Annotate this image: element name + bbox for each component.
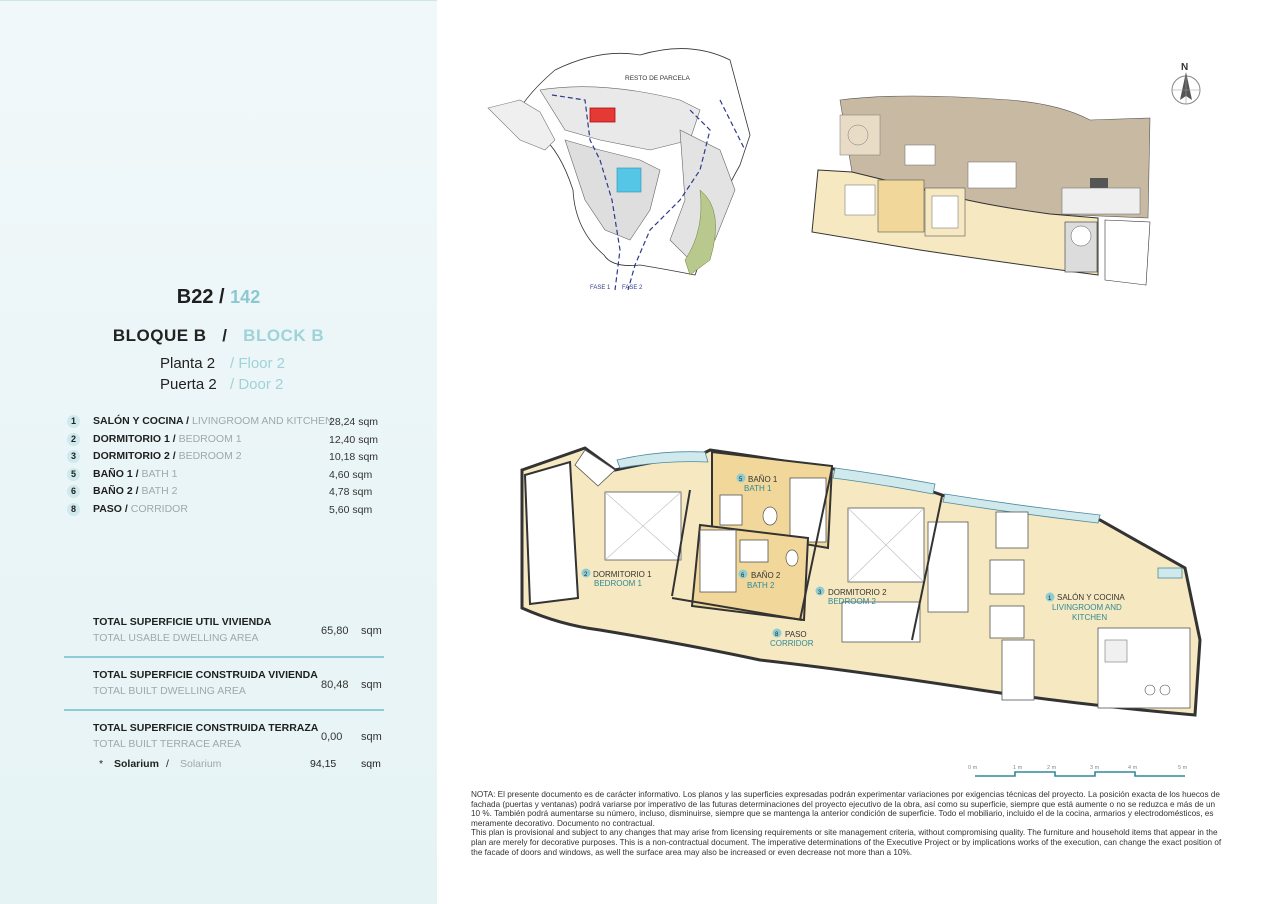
plan-label-corridor: PASO <box>785 630 807 639</box>
main-floor-plan <box>522 448 1200 715</box>
solarium-star: * <box>99 758 104 770</box>
plan-label-corridor-en: CORRIDOR <box>770 639 814 648</box>
total-unit: sqm <box>361 625 382 637</box>
door-es: Puerta 2 <box>160 376 217 393</box>
room-name-en: BEDROOM 2 <box>178 450 242 462</box>
room-number-badge: 5 <box>67 468 80 481</box>
info-panel <box>0 0 437 904</box>
list-item <box>64 467 384 485</box>
plan-label-living-en: LIVINGROOM AND <box>1052 603 1122 612</box>
door-en: / Door 2 <box>230 376 284 393</box>
room-name-en: LIVINGROOM AND KITCHEN <box>192 415 333 427</box>
scale-tick-label: 0 m <box>968 765 978 771</box>
room-badge-number: 6 <box>741 573 745 579</box>
room-name <box>93 415 333 427</box>
total-label-es: TOTAL SUPERFICIE UTIL VIVIENDA <box>93 616 272 628</box>
room-name-en: BEDROOM 1 <box>178 432 242 445</box>
room-badge-number: 3 <box>818 590 822 596</box>
room-area: 10,18 sqm <box>329 451 379 463</box>
room-name-es: DORMITORIO 2 / <box>93 450 176 462</box>
room-number-badge: 1 <box>67 415 80 428</box>
room-badge-number: 2 <box>584 572 588 578</box>
scale-tick-label: 2 m <box>1047 765 1057 771</box>
floor-en: / Floor 2 <box>230 355 286 372</box>
plan-label-living-en2: KITCHEN <box>1072 613 1108 622</box>
scale-tick-label: 3 m <box>1090 765 1100 771</box>
unit-highlight-marker <box>590 108 615 122</box>
unit-number: 142 <box>230 287 261 307</box>
room-number-badge: 8 <box>67 503 80 516</box>
room-area: 5,60 sqm <box>329 503 373 516</box>
room-name <box>93 485 177 497</box>
room-name-es: DORMITORIO 1 / <box>93 432 176 445</box>
phase1-label: FASE 1 <box>590 285 611 291</box>
room-number-badge: 3 <box>67 450 80 463</box>
divider <box>64 709 384 711</box>
solarium-value: 94,15 <box>310 758 337 770</box>
scale-tick-label: 5 m <box>1178 765 1188 771</box>
room-name <box>93 503 188 515</box>
list-item <box>64 484 384 502</box>
solarium-label-en: Solarium <box>180 758 222 770</box>
total-unit: sqm <box>361 731 382 743</box>
solarium-sep: / <box>166 758 169 770</box>
plan-label-bed1-en: BEDROOM 1 <box>594 579 643 588</box>
disclaimer-note <box>471 790 1226 857</box>
phase2-label: FASE 2 <box>622 285 643 291</box>
plan-label-bath1: BAÑO 1 <box>748 475 778 484</box>
room-area: 12,40 sqm <box>329 433 379 446</box>
room-area: 28,24 sqm <box>329 416 379 428</box>
total-label-es: TOTAL SUPERFICIE CONSTRUIDA VIVIENDA <box>93 669 318 681</box>
plan-label-bath2: BAÑO 2 <box>751 571 781 580</box>
room-area: 4,60 sqm <box>329 468 373 481</box>
rooms-list <box>64 414 384 519</box>
room-name <box>93 468 177 480</box>
scale-tick-label: 1 m <box>1013 765 1023 771</box>
room-number-badge: 2 <box>67 433 80 446</box>
solarium-unit: sqm <box>361 758 381 770</box>
room-name-es: BAÑO 2 / <box>93 485 139 497</box>
note-en: This plan is provisional and subject to any changes that may arise from licensing requirements or site management criteria, without compromising quality. The furniture and household items that appear in the plan are merely for decorative purposes. This is a non-contractual document. The imperative determinations of the Executive Project or by implications works of the execution, can change the exact position of the facade of doors and windows, as well the surface area may also be increased or even decrease not more than a 10%. <box>471 828 1222 857</box>
unit-title <box>0 286 437 309</box>
total-label-en: TOTAL BUILT DWELLING AREA <box>93 685 246 697</box>
total-value: 0,00 <box>321 731 343 743</box>
solarium-label-es: Solarium <box>114 758 159 770</box>
room-name-en: BATH 2 <box>141 485 178 497</box>
room-name-es: PASO / <box>93 502 128 515</box>
room-badge-number: 1 <box>1048 596 1052 602</box>
total-unit: sqm <box>361 679 382 691</box>
note-es: NOTA: El presente documento es de carácter informativo. Los planos y las superficies expresadas podrán experimentar variaciones por exigencias técnicas del proyecto. La posición exacta de los huecos de fachada (puertas y ventanas) podrá variarse por imperativo de las futuras determinaciones del proyecto ejecutivo de la obra, así como su superficie, siempre que está aumente o no se reduzca e más de un 10 %. También podrá aumentarse su número, incluso, disminuirse, siempre que se mantenga la anterior condición de superficie. Todo el mobiliario, incluido el de la cocina, armarios y electrodomésticos, es meramente decorativo. Documento no contractual. <box>471 790 1220 828</box>
pool-icon <box>617 168 641 192</box>
block-es: BLOQUE B <box>112 326 207 345</box>
room-name-en: CORRIDOR <box>130 502 188 515</box>
block-sep: / <box>222 326 228 345</box>
block-en: BLOCK B <box>243 326 325 345</box>
scale-bar <box>968 765 1188 776</box>
divider <box>64 656 384 658</box>
north-label: N <box>1181 62 1189 73</box>
room-name <box>93 433 242 445</box>
plan-label-bed1: DORMITORIO 1 <box>593 570 652 579</box>
list-item <box>64 432 384 450</box>
room-badge-number: 5 <box>739 477 743 483</box>
total-label-es: TOTAL SUPERFICIE CONSTRUIDA TERRAZA <box>93 722 319 734</box>
room-area: 4,78 sqm <box>329 486 373 498</box>
unit-sep: / <box>219 286 225 308</box>
solarium-row <box>64 758 384 774</box>
room-name-es: SALÓN Y COCINA / <box>93 415 190 427</box>
unit-code: B22 <box>176 286 214 308</box>
north-arrow-icon <box>1172 62 1200 104</box>
plan-label-bed2-en: BEDROOM 2 <box>828 597 877 606</box>
scale-tick-label: 4 m <box>1128 765 1138 771</box>
room-name-en: BATH 1 <box>141 467 178 480</box>
room-name <box>93 450 242 462</box>
room-name-es: BAÑO 1 / <box>93 467 139 480</box>
room-badge-number: 8 <box>775 632 779 638</box>
room-number-badge: 6 <box>67 485 80 498</box>
total-label-en: TOTAL USABLE DWELLING AREA <box>93 632 259 644</box>
panel-top-line <box>0 0 437 1</box>
total-value: 65,80 <box>321 625 349 637</box>
plan-label-bath2-en: BATH 2 <box>747 581 775 590</box>
floor-es: Planta 2 <box>160 355 216 372</box>
list-item <box>64 414 384 432</box>
plan-label-living: SALÓN Y COCINA <box>1057 593 1125 602</box>
list-item <box>64 449 384 467</box>
plans-drawing <box>437 0 1280 904</box>
plan-label-bath1-en: BATH 1 <box>744 484 772 493</box>
total-label-en: TOTAL BUILT TERRACE AREA <box>93 738 242 750</box>
total-value: 80,48 <box>321 679 349 691</box>
site-plan-label: RESTO DE PARCELA <box>625 75 690 82</box>
plan-label-bed2: DORMITORIO 2 <box>828 588 887 597</box>
list-item <box>64 502 384 520</box>
site-plan <box>488 49 750 291</box>
mini-plan <box>812 96 1150 285</box>
block-line <box>0 326 437 346</box>
